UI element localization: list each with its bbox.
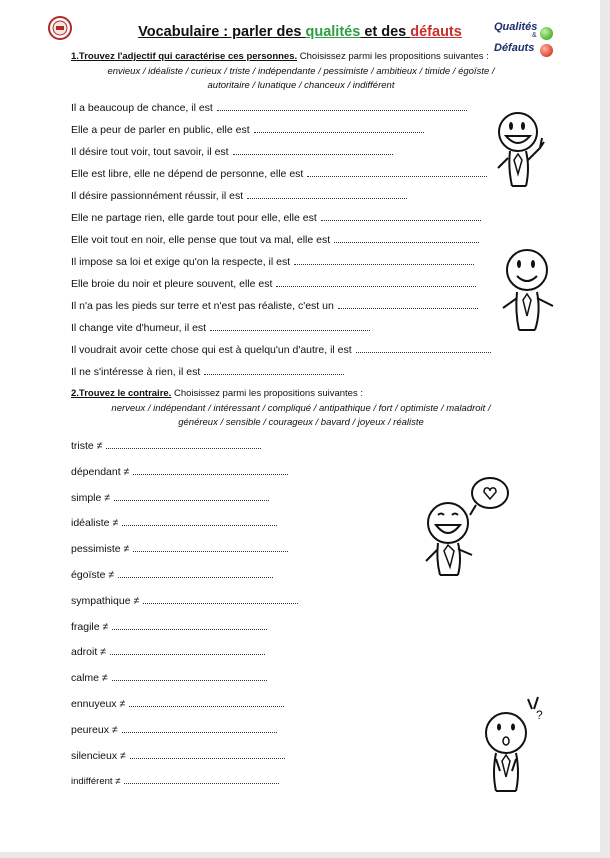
sentence-row	[71, 343, 491, 356]
sentence-row	[71, 167, 487, 180]
sentence-row	[71, 211, 481, 224]
answer-blank[interactable]	[294, 255, 474, 265]
section2-title: 2.Trouvez le contraire.	[71, 388, 172, 399]
opposite-row	[71, 516, 277, 529]
logo-line2: Défauts	[494, 42, 535, 54]
section1-instruction: Choisissez parmi les propositions suivantes :	[297, 51, 489, 62]
answer-blank[interactable]	[122, 516, 277, 526]
opposite-row	[71, 697, 284, 710]
word-label: silencieux ≠	[71, 749, 126, 762]
sentence-row	[71, 321, 370, 334]
sentence-row	[71, 145, 393, 158]
opposite-row	[71, 749, 285, 762]
qualites-defauts-logo	[492, 19, 562, 63]
word-label: calme ≠	[71, 672, 108, 685]
opposite-row	[71, 465, 288, 478]
answer-blank[interactable]	[129, 697, 284, 707]
sentence-text: Elle ne partage rien, elle garde tout pour elle, elle est	[71, 212, 317, 224]
section2-instruction: Choisissez parmi les propositions suivantes :	[171, 388, 363, 399]
answer-blank[interactable]	[118, 568, 273, 578]
section2-options-line2: généreux / sensible / courageux / bavard / joyeux / réaliste	[178, 417, 424, 428]
opposite-row	[71, 620, 267, 633]
word-label: égoïste ≠	[71, 569, 115, 581]
word-label: adroit ≠	[71, 646, 106, 659]
title-defects: défauts	[410, 24, 462, 40]
answer-blank[interactable]	[217, 101, 467, 111]
sentence-text: Il impose sa loi et exige qu'on la respecte, il est	[71, 256, 291, 268]
sentence-text: Il voudrait avoir cette chose qui est à quelqu'un d'autre, il est	[71, 344, 352, 356]
word-label: sympathique ≠	[71, 594, 140, 607]
word-label: fragile ≠	[71, 620, 109, 633]
section2-options	[71, 402, 531, 430]
answer-blank[interactable]	[124, 774, 279, 784]
title-prefix: Vocabulaire : parler des	[138, 24, 306, 40]
word-label: dépendant ≠	[71, 465, 130, 478]
sentence-text: Il désire passionnément réussir, il est	[71, 190, 244, 202]
opposite-row	[71, 723, 277, 736]
surprised-emoji	[474, 693, 554, 799]
answer-blank[interactable]	[106, 439, 261, 449]
answer-blank[interactable]	[247, 189, 407, 199]
sentence-text: Elle broie du noir et pleure souvent, elle est	[71, 278, 273, 290]
section1-title: 1.Trouvez l'adjectif qui caractérise ces personnes.	[71, 51, 298, 62]
answer-blank[interactable]	[356, 343, 491, 353]
section1-options	[71, 65, 531, 93]
opposite-row	[71, 568, 273, 581]
opposite-row	[71, 774, 279, 787]
svg-text:?: ?	[536, 708, 543, 722]
opposite-row	[71, 542, 288, 555]
title-middle: et des	[360, 24, 411, 40]
sentence-text: Elle a peur de parler en public, elle est	[71, 124, 250, 136]
opposite-row	[71, 594, 298, 607]
opposite-row	[71, 671, 267, 684]
word-label: pessimiste ≠	[71, 543, 130, 556]
answer-blank[interactable]	[334, 233, 479, 243]
sentence-row	[71, 277, 476, 290]
sentence-row	[71, 299, 478, 312]
happy-thumbs-up-emoji	[492, 108, 552, 194]
sentence-text: Il change vite d'humeur, il est	[71, 322, 207, 334]
answer-blank[interactable]	[254, 123, 424, 133]
word-label: idéaliste ≠	[71, 517, 119, 530]
answer-blank[interactable]	[233, 145, 393, 155]
word-label: indifférent ≠	[71, 776, 121, 788]
answer-blank[interactable]	[210, 321, 370, 331]
opposite-row	[71, 645, 265, 658]
red-ball-icon	[540, 44, 553, 57]
answer-blank[interactable]	[321, 211, 481, 221]
answer-blank[interactable]	[112, 671, 267, 681]
answer-blank[interactable]	[112, 620, 267, 630]
green-ball-icon	[540, 27, 553, 40]
section2-header	[71, 388, 363, 399]
answer-blank[interactable]	[143, 594, 298, 604]
opposite-row	[71, 439, 261, 452]
answer-blank[interactable]	[307, 167, 487, 177]
section1-header	[71, 51, 489, 62]
answer-blank[interactable]	[338, 299, 478, 309]
sentence-text: Il ne s'intéresse à rien, il est	[71, 366, 201, 378]
sentence-row	[71, 101, 467, 114]
word-label: simple ≠	[71, 491, 111, 504]
logo-amp: &	[532, 32, 537, 39]
sentence-text: Elle est libre, elle ne dépend de personne, elle est	[71, 168, 304, 180]
section2-options-line1: nerveux / indépendant / intéressant / compliqué / antipathique / fort / optimiste / maladroit /	[111, 403, 491, 414]
sentence-text: Il désire tout voir, tout savoir, il est	[71, 146, 229, 158]
smiling-emoji	[497, 246, 561, 338]
sentence-row	[71, 365, 344, 378]
answer-blank[interactable]	[114, 491, 269, 501]
sentence-row	[71, 233, 479, 246]
logo-line1: Qualités	[494, 21, 538, 33]
section1-options-line1: envieux / idéaliste / curieux / triste / indépendante / pessimiste / ambitieux / timide / égoïste /	[107, 66, 495, 77]
answer-blank[interactable]	[276, 277, 476, 287]
answer-blank[interactable]	[110, 645, 265, 655]
sentence-row	[71, 189, 407, 202]
sentence-row	[71, 255, 474, 268]
word-label: peureux ≠	[71, 723, 118, 736]
title-qualities: qualités	[305, 24, 361, 40]
opposite-row	[71, 491, 269, 504]
sentence-text: Il n'a pas les pieds sur terre et n'est pas réaliste, c'est un	[71, 300, 334, 312]
answer-blank[interactable]	[130, 749, 285, 759]
answer-blank[interactable]	[204, 365, 344, 375]
sentence-text: Elle voit tout en noir, elle pense que tout va mal, elle est	[71, 234, 331, 246]
laughing-heart-emoji	[418, 475, 510, 581]
word-label: ennuyeux ≠	[71, 698, 126, 710]
sentence-text: Il a beaucoup de chance, il est	[71, 102, 213, 114]
answer-blank[interactable]	[133, 465, 288, 475]
sentence-row	[71, 123, 424, 136]
section1-options-line2: autoritaire / lunatique / chanceux / indifférent	[207, 80, 395, 91]
word-label: triste ≠	[71, 440, 103, 452]
answer-blank[interactable]	[122, 723, 277, 733]
answer-blank[interactable]	[133, 542, 288, 552]
